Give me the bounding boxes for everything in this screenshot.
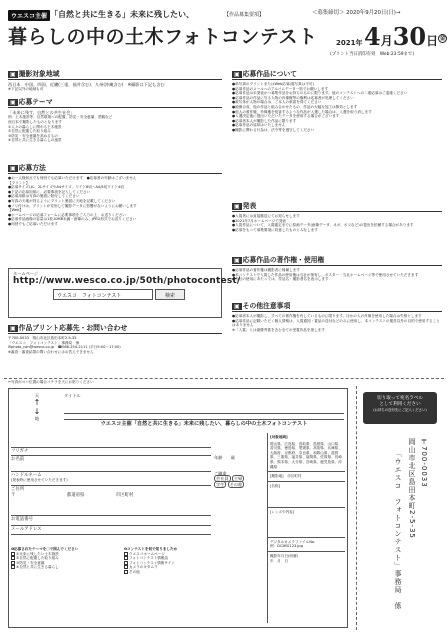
theme-item: ①人々の暮らしに関わる土木施設 [8,124,62,129]
web-item: ●ホームページの応募フォームに必要事項をご入力の上、お送りください [8,212,126,217]
privacy-heading: ▣ その他注意事項 [232,300,442,312]
print-label: 【プリント】 [8,180,30,185]
q1-block [11,547,121,570]
cut-line [4,378,444,379]
region-line1: 西日本 中国、四国、近畿(三重、福井含む)、九州(沖縄含む) ※撮影は下記も含む [8,82,165,87]
entry-form [8,388,348,628]
q1-option[interactable]: ④自然と共に生きる暮らし [11,565,121,570]
cut-note: ✂写真がヨコ位置の場合コチラを天にお貼りください [8,380,94,384]
note-item: ●単写真のプリントまたはWeb応募(複写真は不可) [232,82,314,86]
weekday: 金 [439,35,446,42]
date-month: 4 [364,22,381,51]
notes-heading: ▣ 応募作品について [232,68,442,80]
note-item: ●応募作品は未発表かつ募集作品をお持ちのものに限ります。他のコンテストへの二重応募はご遠慮ください [232,91,408,96]
theme-line [50,9,194,20]
section-contact [8,322,222,354]
print-item: ●応募サイズはL、2LサイズやA4サイズ、ワイド6切〜A4/4切ワイド4切 [8,185,124,190]
furigana-row[interactable]: フリガナ [11,447,211,455]
homepage-url[interactable]: http://www.wesco.co.jp/50th/photocontest/ [13,276,241,287]
note-item: ●画像合成、他の作品と組み合わせたもの、作品の大幅な加工は無効とします [232,104,358,109]
results-heading: ▣ 発表 [232,200,442,212]
print-item: ●ノリ付けは、プリントが変形して撮影データに影響がないようにお願いします [8,203,137,208]
homepage-box [8,268,241,318]
section-method [8,162,222,227]
web-item: ●何回でもご応募いただけます [8,221,58,226]
theme-item: ②自然に配慮した取り組み [8,129,51,134]
q2-block [124,547,214,575]
result-item: ●応募をもって募集要項に同意したものとみなします [232,227,318,232]
result-item: ●入賞作品について、入賞確定までに原画データ(画像データ、ネガ、ポジなど)の提出を依頼する場合があります [232,223,414,228]
theme-item: ③防災・安全意識を高めるもの [8,133,58,138]
result-item: ●2021年7月ホームページで発表 [232,218,287,223]
form-title-row [64,419,344,429]
arrow-down-icon: ↓ [33,407,41,417]
theme-line2: 例：土木施設等、自然環境への配慮、防災・安全意識、景観など [8,115,113,120]
section-results [232,200,442,232]
title-field[interactable] [64,413,344,414]
personal-fields [11,447,211,535]
section-theme [8,96,222,143]
deadline-year: 2021年 [336,39,363,47]
section-region [8,68,222,92]
note-item: ●応募作品のメールへのアルバムデータ一括でお願いします [232,86,329,91]
date-field[interactable]: 撮影年月日(西暦) 年 月 日 [268,551,345,565]
section-privacy [232,300,442,332]
contact-line2: 「ウエスコ フォトコンテスト」事務局 係 [8,340,80,345]
handle-row[interactable]: ハンドルネーム (発表時に使用させていただきます) [11,471,211,485]
homepage-label: ホームページ [13,271,39,276]
theme-tail: 未来に残したい、 [130,10,194,19]
theme-line3: 西日本で撮影したものとなります [8,120,62,124]
job-opt[interactable]: 主婦 [233,476,243,482]
q2-title: ❷コンテストを何で知りましたか [124,547,178,551]
mail-icon: ▣ [10,325,16,332]
job-opt[interactable]: 学生 [216,481,225,487]
page-title: 暮らしの中の土木フォトコンテスト [8,26,318,48]
theme-item: ④自然と共に生きる暮らしの風景 [8,138,62,143]
rights-item: ●当社の使用にあたっては、作品名・撮影者名を表示します [232,277,329,282]
job-opt[interactable]: 会社員 [216,476,229,482]
q1-option[interactable]: ③防災・安全意識 [11,561,121,566]
theme-icon: ▣ [10,99,16,106]
note-item: ●被写体が人物の場合は、ご本人の承諾を得てください [232,100,322,105]
q2-option[interactable]: フォトコンテスト情報誌 [124,556,214,561]
method-icon: ▣ [10,165,16,172]
method-line1: ●お一人様何点でも何回でも応募いただけます ●応募者の年齢はございません [8,176,137,180]
method-heading: ▣ 応募方法 [8,162,222,174]
shoot-place[interactable]: [撮影地] 市区町村 [268,471,345,481]
rights-item: ●応募作品の著作権は撮影者に帰属します [232,268,300,272]
note-item: ●応募作品の返却はいたしません [232,123,286,128]
region-heading: ▣ 撮影対象地域 [8,68,222,80]
deadline [312,8,400,16]
q1-title: ❶応募されたテーマを○で囲んでください [11,547,79,551]
category-label: 【作品募集要項】 [224,12,265,18]
cutout-banner: 切り取って宛名ラベル として利用ください (お持ちの送付先にご記入ください) [363,392,437,424]
result-item: ●入賞者には直接郵送にてお知らせします [232,214,300,218]
ten-label: 天 [34,393,40,398]
form-title: ウエスコ主催「自然と共に生きる」未来に残したい、暮らしの中の土木フォトコンテスト [100,421,308,427]
job-opt[interactable]: その他 [229,481,243,487]
rights-icon: ▣ [234,257,240,264]
organizer-badge: ウエスコ主催 [8,10,50,21]
name-row[interactable]: お名前 [11,455,211,471]
chi-label: 地 [34,416,40,422]
q2-option[interactable]: カメラのキタムラ [124,565,214,570]
lens-field[interactable]: [レンズや内容] [268,507,345,537]
q1-option[interactable]: ①未来に残したい土木施設 [11,552,121,557]
address-main: 岡山市北区島田本町2-5-35 [408,438,416,539]
note-item: ●撮影に関わる行為は、法令等を遵守してください [232,127,315,132]
address-zip: 〒700-0033 [420,438,428,488]
notes-icon: ▣ [234,71,240,78]
contact-line1: 〒700-0033 岡山市北区島田本町2-5-35 [8,336,77,340]
q1-option[interactable]: ②自然に配慮した取り組み [11,556,121,561]
note-item: ●応募者本人が撮影した作品に限ります [232,118,297,123]
privacy-item: ●応募者本人が撮影し、すべての著作権を有しているものに限ります。ほかの人の肖像を使用した場合は失格とします [232,314,422,318]
q2-option[interactable]: その他 [124,570,214,575]
deadline-date [364,22,447,51]
section-rights [232,254,442,282]
web-item: ●応募作品画像の容量は1枚10MB未満・画像のみ、JPEG形式でお送りください [8,217,137,222]
name-place[interactable]: [名称] [268,481,345,507]
date-note: (プリント当日消印有効 Web:23:59まで) [330,52,415,57]
q2-option[interactable]: ウエスコホームページ [124,552,214,557]
date-month-unit: 月 [380,34,393,48]
date-day-unit: 日 [426,34,439,48]
privacy-footnote: ※「入賞」とは最優秀賞を含む全ての受賞作品を指します [232,327,325,332]
phone-row[interactable]: お電話番号 [11,515,211,525]
contact-line4: ※審査・審査結果の問い合わせにはお答えできません [8,349,94,354]
rights-item: ●本コンテストで入賞した作品の使用権は当社が保有し、ポスター・当社ホームページ等で使用させていただきます [232,272,419,277]
web-label: 【Web】 [8,208,24,213]
address-label-area [356,386,442,630]
target-areas: 岡山県、広島県、鳥取県、島根県、山口県、香川県、徳島県、愛媛県、高知県、兵庫県、大阪府、京都府、奈良県、和歌山県、滋賀県、三重県、福井県、福岡県、佐賀県、長崎県、熊本県、大分県、宮崎県、鹿児島県、沖縄県 [270,441,342,469]
region-line2: ※下記以外の地域も可 [8,87,44,92]
deadline-text: 2020年9月20日(日)→ [346,10,401,16]
target-label: [対象地域] [270,435,288,439]
address-row[interactable]: ご住所 〒 都道府県 市区町村 [11,485,211,515]
job-field[interactable]: ご職業 会社員 主婦 学生 その他 [214,471,243,487]
contact-heading: ▣ 作品プリント応募先・お問い合わせ [8,322,222,334]
theme-quoted: 「自然と共に生きる」 [50,10,130,19]
mail-row[interactable]: メールアドレス [11,525,211,535]
orientation-area [15,393,59,443]
note-item: ●入選決定後に提出いただいたデータを使用する場合がございます [232,114,340,119]
print-item: ●写真の天地が判るようにプリント裏面に天地を記載してください [8,198,116,203]
note-item: ●応募作品の作品に写る人物の肖像権等の権利は応募者が処理してください [232,95,354,100]
q2-option[interactable]: フォトコンテスト情報サイト [124,561,214,566]
camera-icon: ▣ [10,71,16,78]
results-icon: ▣ [234,203,240,210]
privacy-icon: ▣ [234,303,240,310]
search-input[interactable]: ウエスコ フォトコンテスト [53,289,153,300]
title-label: タイトル [64,393,81,398]
privacy-item: ●応募作品に記載いただく個人情報は、入賞通知・賞品の送付などのみに使用し、本コンテストの運営以外の目的で使用することはありません [232,318,440,328]
search-button[interactable]: 検索 [155,289,185,300]
theme-heading: ▣ 応募テーマ [8,96,222,108]
digital-field[interactable]: デジタルカメラファイルNo. 例：DCIMG123.jpg [268,537,345,551]
contact-line3: ✉photo_con@wesco.co.jp ☎086-254-2111 (平日9:00〜17:00) [8,345,121,350]
rights-heading: ▣ 応募作品の著作権・使用権 [232,254,442,266]
theme-line1: 「未来に残す、自然との共生社会」 [8,110,75,115]
address-dept: 「ウエスコ フォトコンテスト」事務局 係 [394,450,402,610]
form-right-panel [267,433,345,623]
arrow-up-icon: ↑ [33,398,41,408]
print-item: ●下記の応募用紙に、必要事項を記入してください [8,189,91,194]
print-item: ●応募用紙は写真の裏面に貼付してください [8,194,80,199]
deadline-label: ＜募集締切＞ [312,10,345,16]
age-field[interactable]: 年齢 歳 [214,455,235,460]
section-notes [232,68,442,133]
date-day: 30 [392,22,427,51]
note-item: ●他人の著作権、肖像権を侵害するような作品が入選した場合は、入選を取り消します [232,109,372,114]
